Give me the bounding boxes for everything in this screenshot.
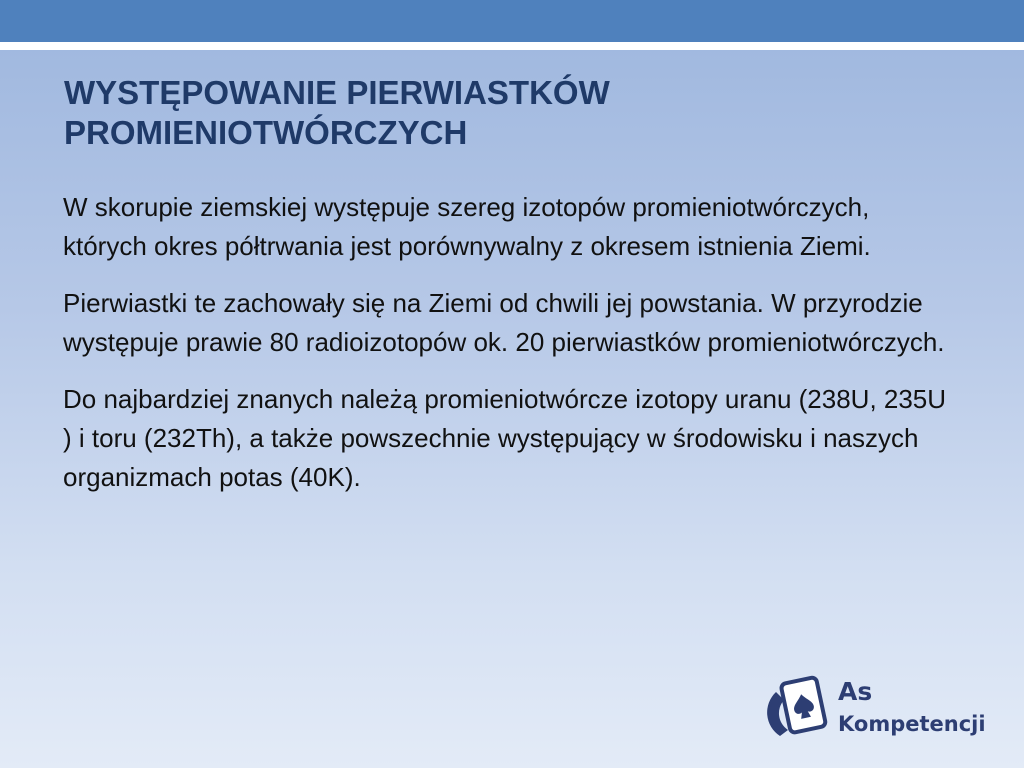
header-divider-stripe: [0, 42, 1024, 50]
slide-title-line-1: WYSTĘPOWANIE PIERWIASTKÓW: [64, 74, 610, 111]
spade-card-icon: [766, 670, 836, 750]
slide-body: [63, 188, 953, 515]
slide-title-line-2: PROMIENIOTWÓRCZYCH: [64, 114, 468, 151]
logo-text: [838, 676, 986, 740]
paragraph-2: Pierwiastki te zachowały się na Ziemi od chwili jej powstania. W przyrodzie występuje prawie 80 radioizotopów ok. 20 pierwiastków promieniotwórczych.: [63, 288, 945, 357]
slide-title: [64, 73, 964, 153]
paragraph-1: W skorupie ziemskiej występuje szereg izotopów promieniotwórczych, których okres półtrwania jest porównywalny z okresem istnienia Ziemi.: [63, 192, 871, 261]
top-header-bar: [0, 0, 1024, 42]
as-kompetencji-logo: [766, 670, 1006, 750]
logo-line-1: As: [838, 677, 873, 706]
paragraph-3: Do najbardziej znanych należą promieniotwórcze izotopy uranu (238U, 235U ) i toru (232Th), a także powszechnie występujący w środowisku i naszych organizmach potas (40K).: [63, 384, 947, 492]
logo-line-2: Kompetencji: [838, 712, 986, 736]
